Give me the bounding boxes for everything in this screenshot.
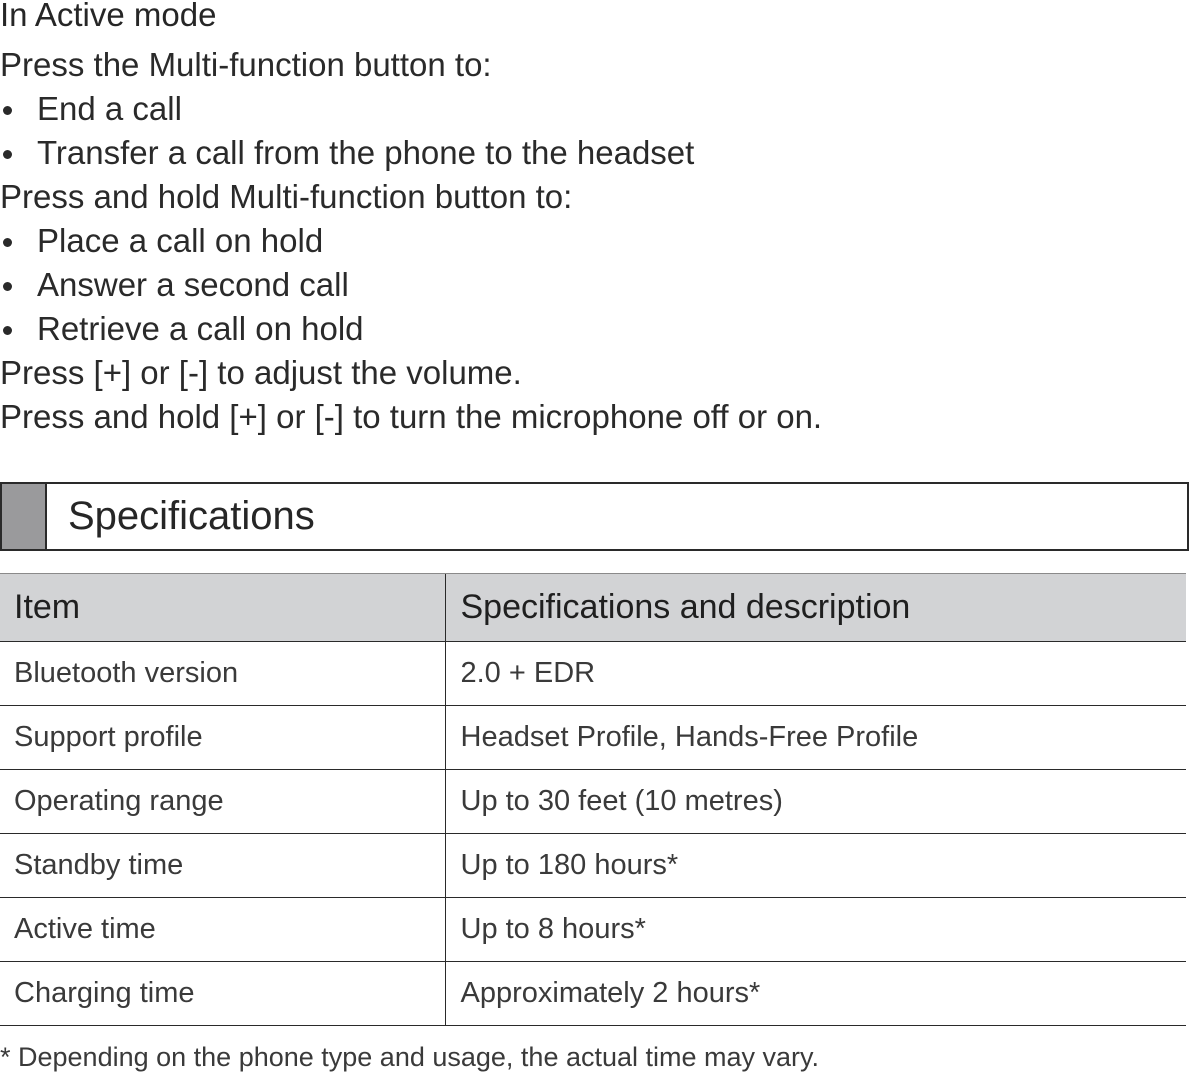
microphone-instruction: Press and hold [+] or [-] to turn the microphone off or on. [0,398,823,435]
press-intro: Press the Multi-function button to: [0,46,492,83]
table-row [0,642,1186,706]
row-value: 2.0 + EDR [445,642,1186,706]
row-value: Up to 8 hours* [445,898,1186,962]
row-item: Active time [0,898,445,962]
row-item: Operating range [0,770,445,834]
row-item: Support profile [0,706,445,770]
specifications-title: Specifications [68,494,315,538]
bullet-icon [3,150,12,159]
table-row [0,898,1186,962]
volume-instruction: Press [+] or [-] to adjust the volume. [0,354,522,391]
table-row [0,962,1186,1026]
column-header-item: Item [0,574,445,642]
table-header-row [0,574,1186,642]
row-item: Charging time [0,962,445,1026]
row-value: Approximately 2 hours* [445,962,1186,1026]
hold-intro: Press and hold Multi-function button to: [0,178,573,215]
list-item-label: End a call [37,90,182,127]
footnote: * Depending on the phone type and usage, the actual time may vary. [0,1042,820,1072]
row-value: Up to 30 feet (10 metres) [445,770,1186,834]
section-marker [2,484,47,549]
table-row [0,706,1186,770]
list-item-label: Transfer a call from the phone to the headset [37,134,695,171]
column-header-description: Specifications and description [445,574,1186,642]
specifications-header [0,482,1189,551]
active-mode-heading: In Active mode [0,0,217,33]
bullet-icon [3,326,12,335]
table-row [0,834,1186,898]
row-value: Up to 180 hours* [445,834,1186,898]
row-value: Headset Profile, Hands-Free Profile [445,706,1186,770]
specifications-table [0,573,1186,1026]
row-item: Standby time [0,834,445,898]
row-item: Bluetooth version [0,642,445,706]
list-item-label: Answer a second call [37,266,349,303]
table-row [0,770,1186,834]
list-item-label: Place a call on hold [37,222,324,259]
list-item-label: Retrieve a call on hold [37,310,364,347]
bullet-icon [3,282,12,291]
bullet-icon [3,238,12,247]
bullet-icon [3,106,12,115]
